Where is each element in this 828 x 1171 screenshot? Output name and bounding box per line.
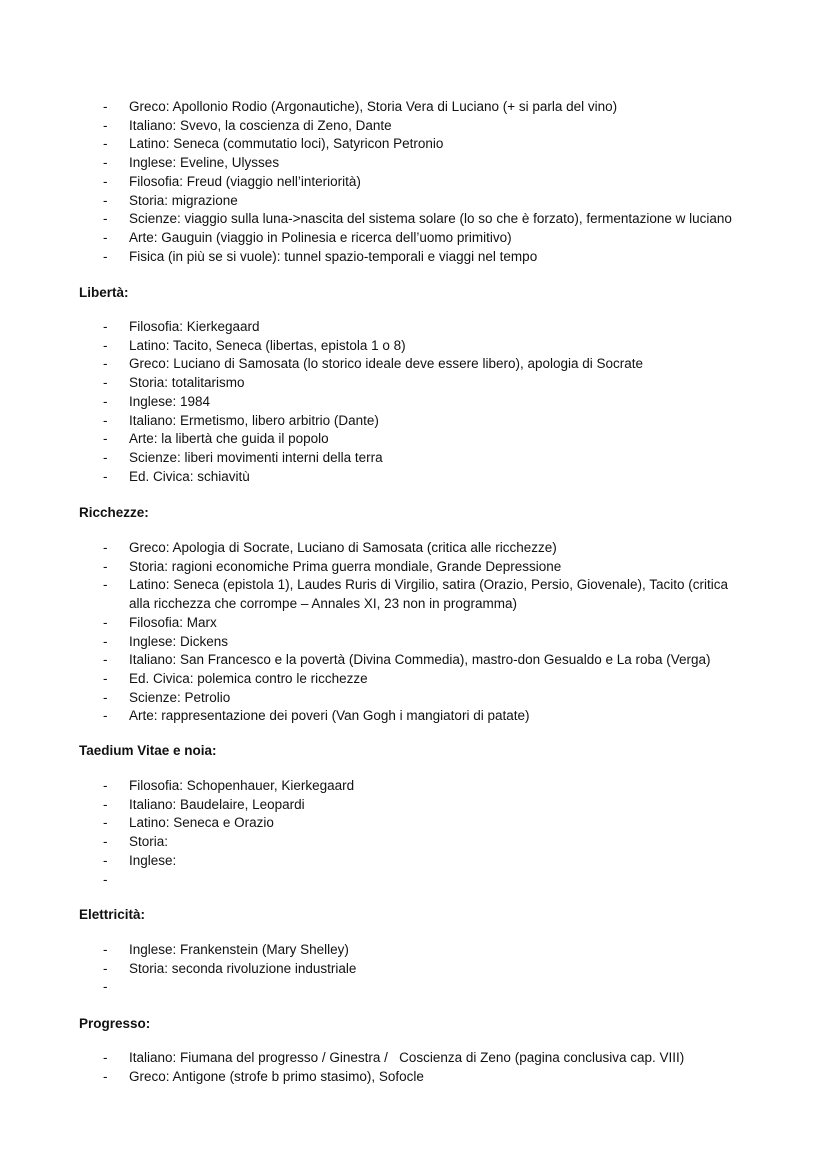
bullet-dash: - xyxy=(103,1068,108,1084)
list-item xyxy=(0,468,828,487)
bullet-dash: - xyxy=(103,211,108,227)
list-item xyxy=(0,449,828,468)
item-list xyxy=(0,539,828,726)
item-text: Italiano: San Francesco e la povertà (Divina Commedia), mastro-don Gesualdo e La roba (Verga) xyxy=(129,652,711,668)
list-item xyxy=(0,614,828,633)
item-text: Latino: Tacito, Seneca (libertas, epistola 1 o 8) xyxy=(129,337,406,353)
item-text: Filosofia: Marx xyxy=(129,614,217,630)
list-item xyxy=(0,814,828,833)
bullet-dash: - xyxy=(103,136,108,152)
bullet-dash: - xyxy=(103,155,108,171)
list-item xyxy=(0,960,828,979)
bullet-dash: - xyxy=(103,960,108,976)
bullet-dash: - xyxy=(103,356,108,372)
item-text: Storia: seconda rivoluzione industriale xyxy=(129,960,357,976)
list-item xyxy=(0,833,828,852)
bullet-dash: - xyxy=(103,689,108,705)
list-item xyxy=(0,393,828,412)
list-item xyxy=(0,941,828,960)
bullet-dash: - xyxy=(103,468,108,484)
bullet-dash: - xyxy=(103,449,108,465)
item-text: Ed. Civica: polemica contro le ricchezze xyxy=(129,670,368,686)
item-text: Storia: migrazione xyxy=(129,192,238,208)
list-item xyxy=(0,651,828,670)
list-item xyxy=(0,430,828,449)
section-heading: Ricchezze: xyxy=(79,505,149,520)
item-list xyxy=(0,98,828,266)
list-item xyxy=(0,374,828,393)
item-text: Italiano: Fiumana del progresso / Ginestra / Coscienza di Zeno (pagina conclusiva cap. VIII) xyxy=(129,1050,685,1065)
bullet-dash: - xyxy=(103,99,108,114)
list-item xyxy=(0,670,828,689)
bullet-dash: - xyxy=(103,319,108,334)
item-text: Inglese: Eveline, Ulysses xyxy=(129,155,280,171)
list-item xyxy=(0,412,828,431)
bullet-dash: - xyxy=(103,431,108,447)
item-text: Inglese: Frankenstein (Mary Shelley) xyxy=(129,942,349,957)
item-text: Greco: Antigone (strofe b primo stasimo), Sofocle xyxy=(129,1068,424,1084)
bullet-dash: - xyxy=(103,670,108,686)
bullet-dash: - xyxy=(103,248,108,264)
list-item xyxy=(0,852,828,871)
list-item xyxy=(0,192,828,211)
bullet-dash: - xyxy=(103,979,108,995)
item-text: Italiano: Svevo, la coscienza di Zeno, Dante xyxy=(129,117,392,133)
bullet-dash: - xyxy=(103,778,108,793)
list-item xyxy=(0,318,828,337)
item-text: Latino: Seneca (commutatio loci), Satyricon Petronio xyxy=(129,136,444,152)
bullet-dash: - xyxy=(103,614,108,630)
bullet-dash: - xyxy=(103,117,108,133)
bullet-dash: - xyxy=(103,393,108,409)
list-item xyxy=(0,98,828,117)
bullet-dash: - xyxy=(103,375,108,391)
item-text: Filosofia: Schopenhauer, Kierkegaard xyxy=(129,778,355,793)
bullet-dash: - xyxy=(103,412,108,428)
list-item xyxy=(0,1068,828,1087)
item-text: Ed. Civica: schiavitù xyxy=(129,468,250,484)
item-text: Italiano: Ermetismo, libero arbitrio (Dante) xyxy=(129,412,379,428)
list-item xyxy=(0,978,828,997)
item-text: Inglese: xyxy=(129,852,177,868)
item-text: Scienze: liberi movimenti interni della terra xyxy=(129,449,383,465)
item-text: Storia: totalitarismo xyxy=(129,375,245,391)
bullet-dash: - xyxy=(103,577,108,593)
item-text: Greco: Apologia di Socrate, Luciano di Samosata (critica alle ricchezze) xyxy=(129,540,557,555)
list-item xyxy=(0,689,828,708)
list-item xyxy=(0,576,828,613)
item-text: Inglese: 1984 xyxy=(129,393,211,409)
bullet-dash: - xyxy=(103,192,108,208)
item-text: Arte: rappresentazione dei poveri (Van Gogh i mangiatori di patate) xyxy=(129,708,530,724)
item-text: Arte: la libertà che guida il popolo xyxy=(129,431,329,447)
list-item xyxy=(0,355,828,374)
item-text: Latino: Seneca (epistola 1), Laudes Ruris di Virgilio, satira (Orazio, Persio, Giovenale), Tacito (critica alla ricchezza che corrompe – Annales XI, 23 non in programma) xyxy=(129,577,729,612)
list-item xyxy=(0,229,828,248)
list-item xyxy=(0,135,828,154)
item-text: Storia: xyxy=(129,834,169,850)
list-item xyxy=(0,633,828,652)
bullet-dash: - xyxy=(103,229,108,245)
bullet-dash: - xyxy=(103,540,108,555)
bullet-dash: - xyxy=(103,173,108,189)
section-heading: Elettricità: xyxy=(79,907,146,922)
item-text: Storia: ragioni economiche Prima guerra mondiale, Grande Depressione xyxy=(129,558,562,574)
item-text: Scienze: viaggio sulla luna->nascita del sistema solare (lo so che è forzato), fermentazione w luciano xyxy=(129,211,732,227)
list-item xyxy=(0,210,828,229)
item-list xyxy=(0,777,828,889)
list-item xyxy=(0,173,828,192)
list-item xyxy=(0,558,828,577)
item-list xyxy=(0,318,828,486)
bullet-dash: - xyxy=(103,708,108,724)
list-item xyxy=(0,337,828,356)
bullet-dash: - xyxy=(103,942,108,957)
item-text: Inglese: Dickens xyxy=(129,633,229,649)
bullet-dash: - xyxy=(103,652,108,668)
item-text: Fisica (in più se si vuole): tunnel spazio-temporali e viaggi nel tempo xyxy=(129,248,538,264)
list-item xyxy=(0,117,828,136)
list-item xyxy=(0,871,828,890)
bullet-dash: - xyxy=(103,871,108,887)
bullet-dash: - xyxy=(103,558,108,574)
item-text: Latino: Seneca e Orazio xyxy=(129,815,274,831)
bullet-dash: - xyxy=(103,1050,108,1065)
item-text: Greco: Luciano di Samosata (lo storico ideale deve essere libero), apologia di Socrate xyxy=(129,356,644,372)
bullet-dash: - xyxy=(103,834,108,850)
bullet-dash: - xyxy=(103,796,108,812)
bullet-dash: - xyxy=(103,633,108,649)
list-item xyxy=(0,707,828,726)
list-item xyxy=(0,539,828,558)
item-text: Arte: Gauguin (viaggio in Polinesia e ricerca dell’uomo primitivo) xyxy=(129,229,512,245)
item-text: Italiano: Baudelaire, Leopardi xyxy=(129,796,305,812)
item-text: Greco: Apollonio Rodio (Argonautiche), Storia Vera di Luciano (+ si parla del vino) xyxy=(129,99,618,114)
list-item xyxy=(0,1049,828,1068)
item-text: Filosofia: Kierkegaard xyxy=(129,319,260,334)
section-heading: Taedium Vitae e noia: xyxy=(79,743,217,758)
item-text: Filosofia: Freud (viaggio nell’interiorità) xyxy=(129,173,361,189)
bullet-dash: - xyxy=(103,852,108,868)
item-list xyxy=(0,941,828,997)
item-text: Scienze: Petrolio xyxy=(129,689,231,705)
section-heading: Libertà: xyxy=(79,285,129,300)
list-item xyxy=(0,796,828,815)
bullet-dash: - xyxy=(103,815,108,831)
item-list xyxy=(0,1049,828,1086)
list-item xyxy=(0,154,828,173)
list-item xyxy=(0,248,828,267)
list-item xyxy=(0,777,828,796)
section-heading: Progresso: xyxy=(79,1016,151,1031)
bullet-dash: - xyxy=(103,337,108,353)
